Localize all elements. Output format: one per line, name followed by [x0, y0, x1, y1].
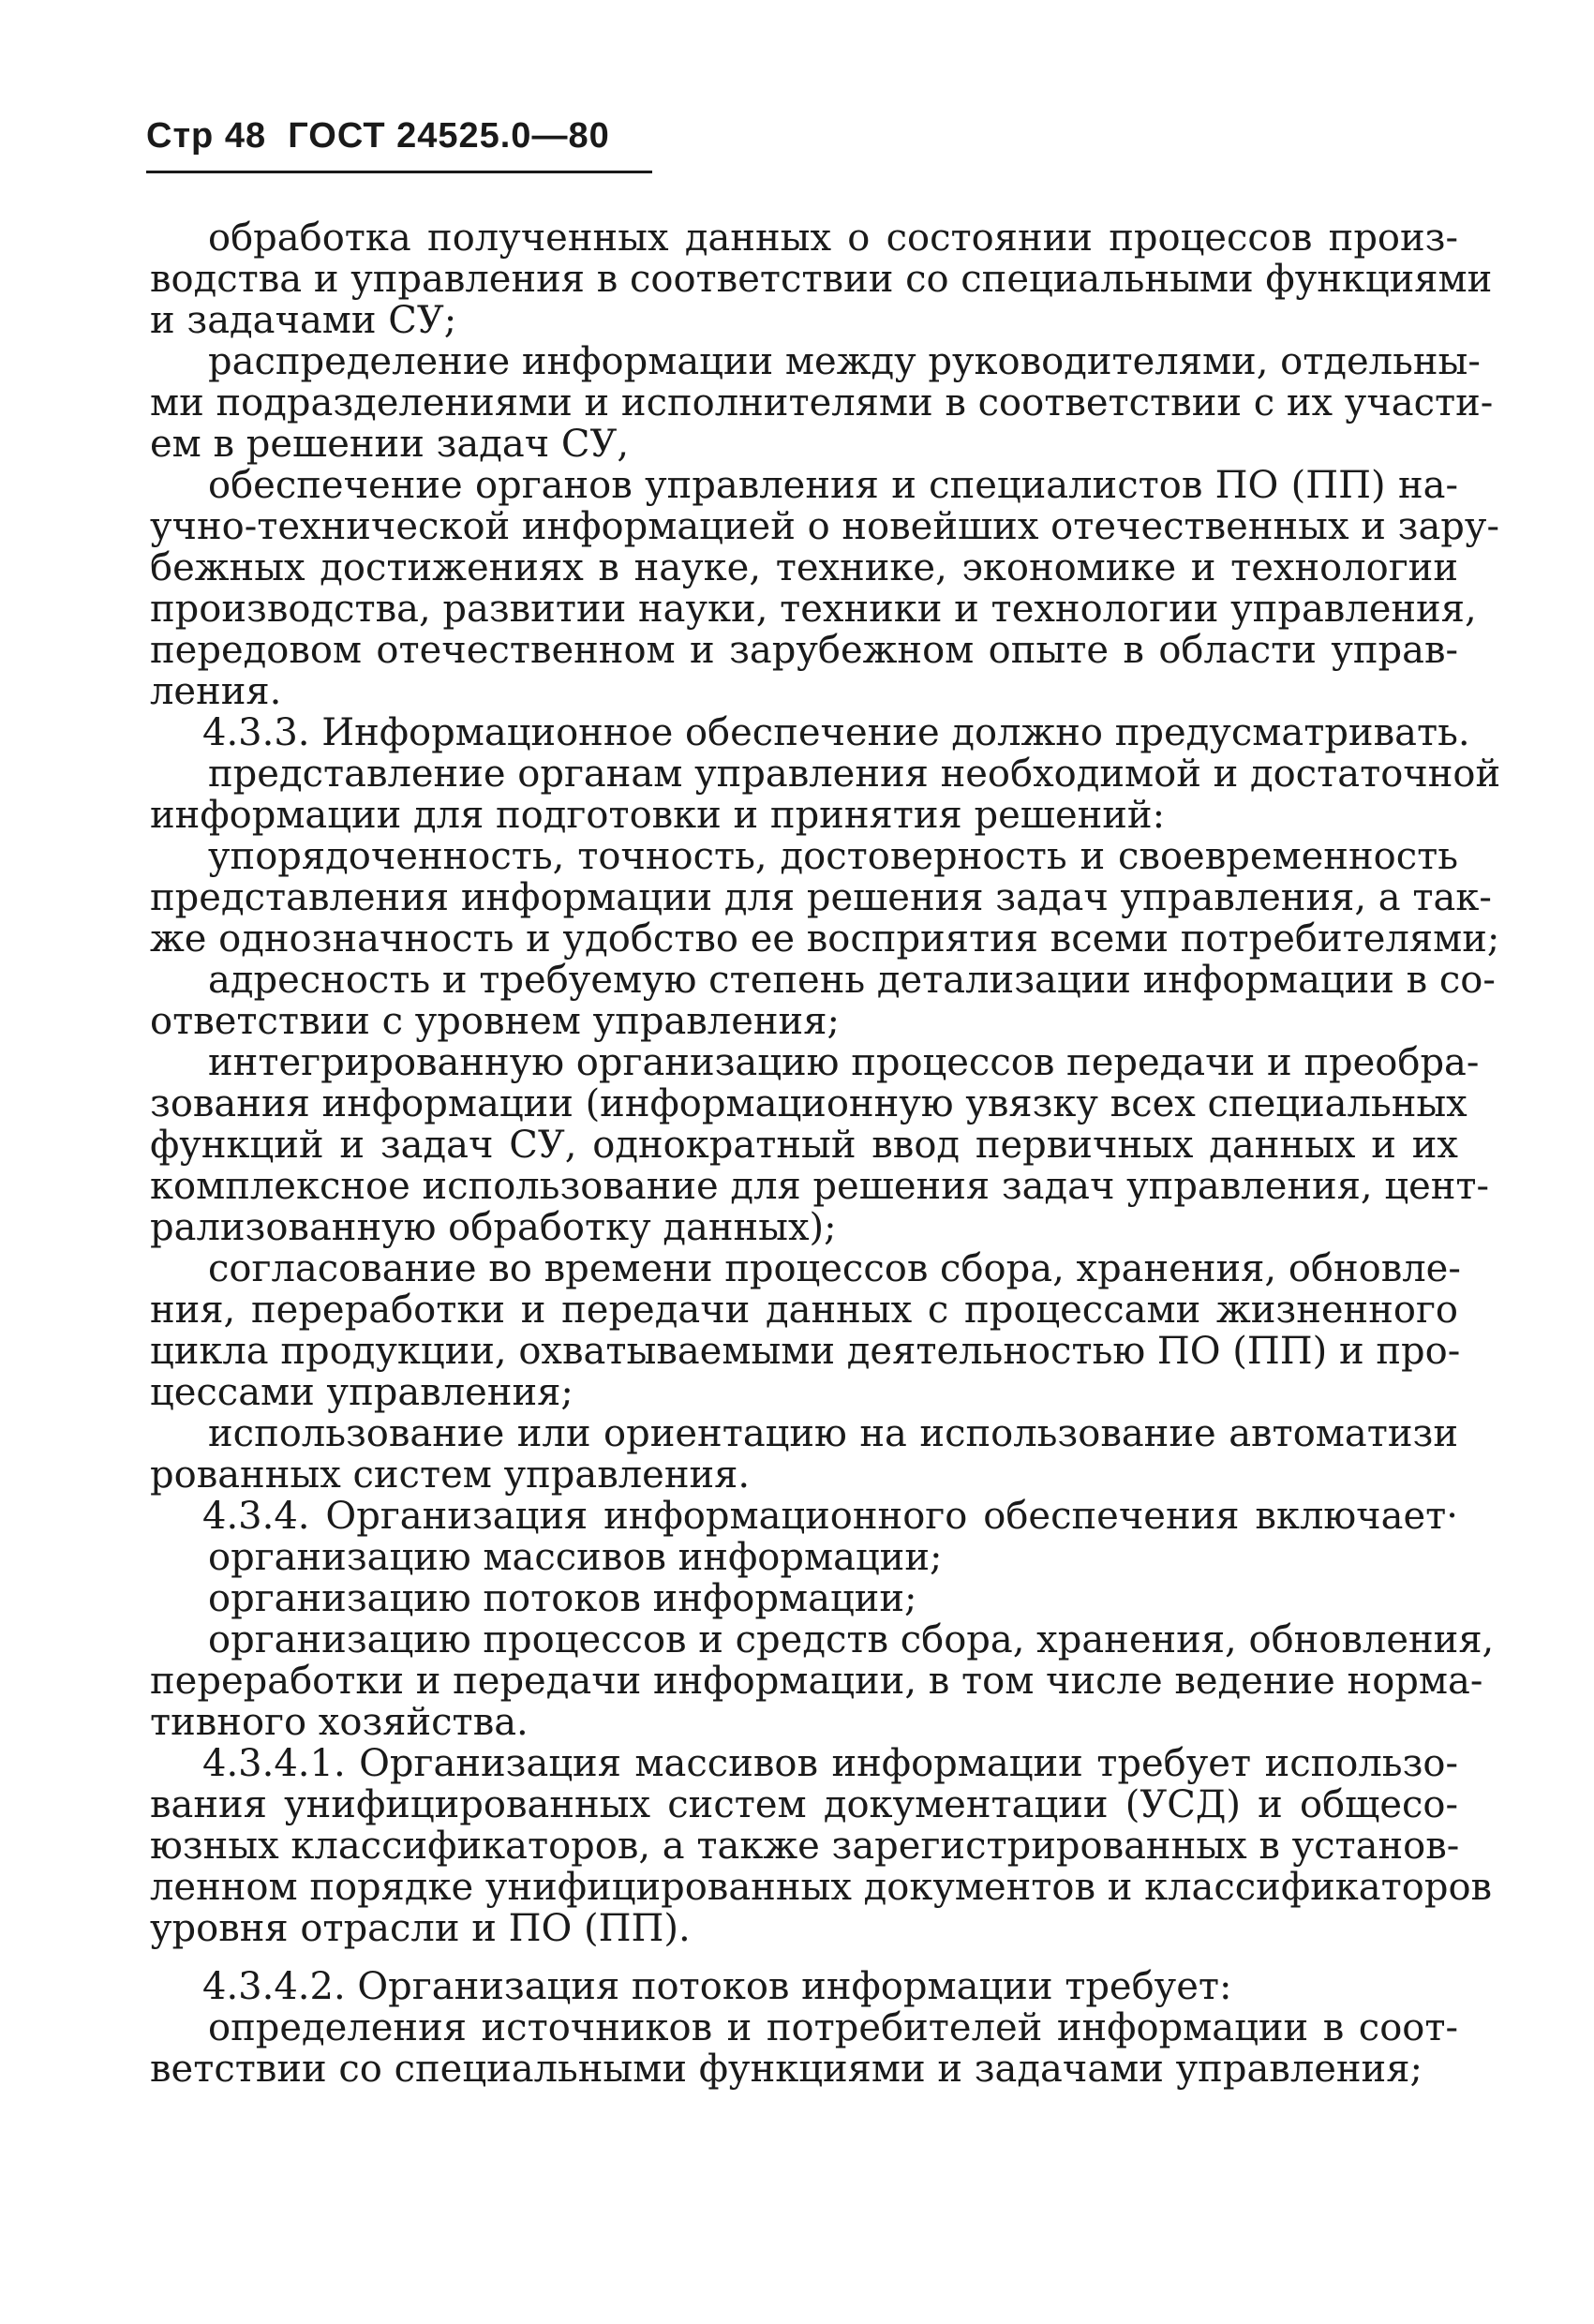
text-line: организацию потоков информации; [208, 1577, 917, 1620]
text-line: и задачами СУ; [150, 299, 457, 342]
text-line: интегрированную организацию процессов передачи и преобра- [208, 1041, 1480, 1084]
text-line: обеспечение органов управления и специалистов ПО (ПП) на- [208, 464, 1458, 507]
text-line: согласование во времени процессов сбора, хранения, обновле- [208, 1247, 1461, 1290]
text-line: юзных классификаторов, а также зарегистрированных в установ- [150, 1825, 1460, 1868]
text-line: ния, переработки и передачи данных с процессами жизненного [150, 1289, 1458, 1332]
text-line: передовом отечественном и зарубежном опыте в области управ- [150, 629, 1458, 672]
text-line: представления информации для решения задач управления, а так- [150, 876, 1492, 919]
text-line: организацию массивов информации; [208, 1536, 943, 1579]
text-line: ем в решении задач СУ, [150, 423, 630, 466]
text-line: зования информации (информационную увязку всех специальных [150, 1082, 1467, 1125]
text-line: организацию процессов и средств сбора, хранения, обновления, [208, 1618, 1495, 1661]
text-line: использование или ориентацию на использование автоматизи [208, 1412, 1458, 1455]
text-line: производства, развитии науки, техники и технологии управления, [150, 588, 1477, 631]
text-line: ветствии со специальными функциями и задачами управления; [150, 2048, 1423, 2091]
text-line: ления. [150, 670, 282, 713]
text-line: определения источников и потребителей информации в соот- [208, 2006, 1458, 2049]
text-line: бежных достижениях в науке, технике, экономике и технологии [150, 546, 1458, 589]
text-line: функций и задач СУ, однократный ввод первичных данных и их [150, 1124, 1458, 1167]
section-heading-4-3-3: 4.3.3. Информационное обеспечение должно предусматривать. [202, 711, 1470, 754]
text-line: тивного хозяйства. [150, 1701, 529, 1744]
header-divider [146, 171, 652, 173]
text-line: адресность и требуемую степень детализации информации в со- [208, 959, 1496, 1002]
text-line: водства и управления в соответствии со специальными функциями [150, 258, 1493, 301]
text-line: ответствии с уровнем управления; [150, 1000, 840, 1043]
section-heading-4-3-4-2: 4.3.4.2. Организация потоков информации требует: [202, 1965, 1232, 2008]
text-line: переработки и передачи информации, в том числе ведение норма- [150, 1660, 1483, 1703]
text-line: комплексное использование для решения задач управления, цент- [150, 1165, 1490, 1208]
section-heading-4-3-4-1: 4.3.4.1. Организация массивов информации требует использо- [202, 1742, 1458, 1785]
standard-code: ГОСТ 24525.0—80 [288, 116, 610, 156]
text-line: цикла продукции, охватываемыми деятельностью ПО (ПП) и про- [150, 1330, 1461, 1373]
text-line: рализованную обработку данных); [150, 1206, 837, 1249]
text-line: уровня отрасли и ПО (ПП). [150, 1907, 691, 1950]
text-line: упорядоченность, точность, достоверность и своевременность [208, 835, 1458, 878]
text-line: вания унифицированных систем документации (УСД) и общесо- [150, 1783, 1458, 1826]
text-line: же однозначность и удобство ее восприятия всеми потребителями; [150, 917, 1500, 961]
text-line: рованных систем управления. [150, 1453, 751, 1497]
text-line: цессами управления; [150, 1371, 574, 1414]
page-header [146, 116, 610, 156]
text-line: обработка полученных данных о состоянии процессов произ- [208, 216, 1458, 260]
text-line: ми подразделениями и исполнителями в соответствии с их участи- [150, 381, 1494, 425]
text-line: распределение информации между руководителями, отдельны- [208, 340, 1481, 383]
text-line: учно-технической информацией о новейших отечественных и зару- [150, 505, 1499, 548]
page-number: Стр 48 [146, 116, 267, 156]
text-line: представление органам управления необходимой и достаточной [208, 752, 1501, 796]
text-line: ленном порядке унифицированных документов и классификаторов [150, 1866, 1493, 1909]
section-heading-4-3-4: 4.3.4. Организация информационного обеспечения включает· [202, 1495, 1458, 1538]
text-line: информации для подготовки и принятия решений: [150, 794, 1166, 837]
